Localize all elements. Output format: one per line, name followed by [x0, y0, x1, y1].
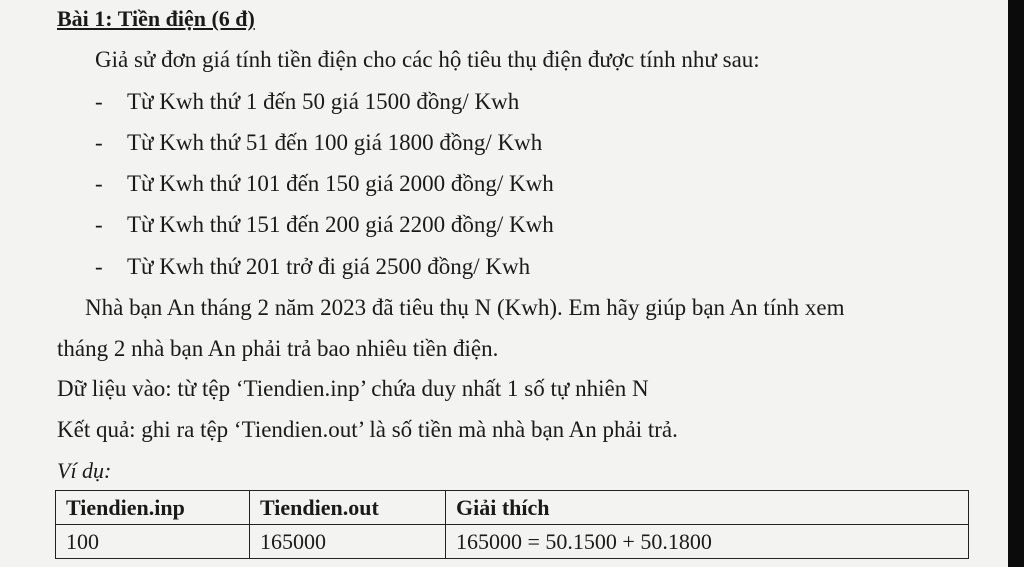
table-cell: 100: [56, 525, 250, 559]
bullet-marker: -: [95, 89, 103, 114]
table-header-row: [56, 491, 969, 525]
problem-statement-line-1: Nhà bạn An tháng 2 năm 2023 đã tiêu thụ N (Kwh). Em hãy giúp bạn An tính xem: [85, 295, 845, 320]
price-tier-text: Từ Kwh thứ 1 đến 50 giá 1500 đồng/ Kwh: [127, 89, 520, 114]
photo-border: [1008, 0, 1024, 567]
price-tier-text: Từ Kwh thứ 51 đến 100 giá 1800 đồng/ Kwh: [127, 130, 543, 155]
price-tier-text: Từ Kwh thứ 101 đến 150 giá 2000 đồng/ Kwh: [127, 171, 554, 196]
column-header: Giải thích: [446, 491, 969, 525]
table-cell: 165000 = 50.1500 + 50.1800: [446, 525, 969, 559]
table-row: [56, 525, 969, 559]
input-description: Dữ liệu vào: từ tệp ‘Tiendien.inp’ chứa duy nhất 1 số tự nhiên N: [57, 376, 649, 401]
bullet-marker: -: [95, 171, 103, 196]
column-header: Tiendien.out: [250, 491, 446, 525]
intro-text: Giả sử đơn giá tính tiền điện cho các hộ tiêu thụ điện được tính như sau:: [95, 47, 760, 72]
exercise-title: Bài 1: Tiền điện (6 đ): [57, 6, 255, 31]
example-table: [55, 490, 969, 559]
example-label: Ví dụ:: [57, 458, 112, 483]
column-header: Tiendien.inp: [56, 491, 250, 525]
table-cell: 165000: [250, 525, 446, 559]
price-tier-text: Từ Kwh thứ 201 trở đi giá 2500 đồng/ Kwh: [127, 254, 531, 279]
bullet-marker: -: [95, 254, 103, 279]
bullet-marker: -: [95, 212, 103, 237]
output-description: Kết quả: ghi ra tệp ‘Tiendien.out’ là số tiền mà nhà bạn An phải trả.: [57, 417, 678, 442]
problem-statement-line-2: tháng 2 nhà bạn An phải trả bao nhiêu tiền điện.: [57, 336, 499, 361]
bullet-marker: -: [95, 130, 103, 155]
price-tier-text: Từ Kwh thứ 151 đến 200 giá 2200 đồng/ Kwh: [127, 212, 554, 237]
